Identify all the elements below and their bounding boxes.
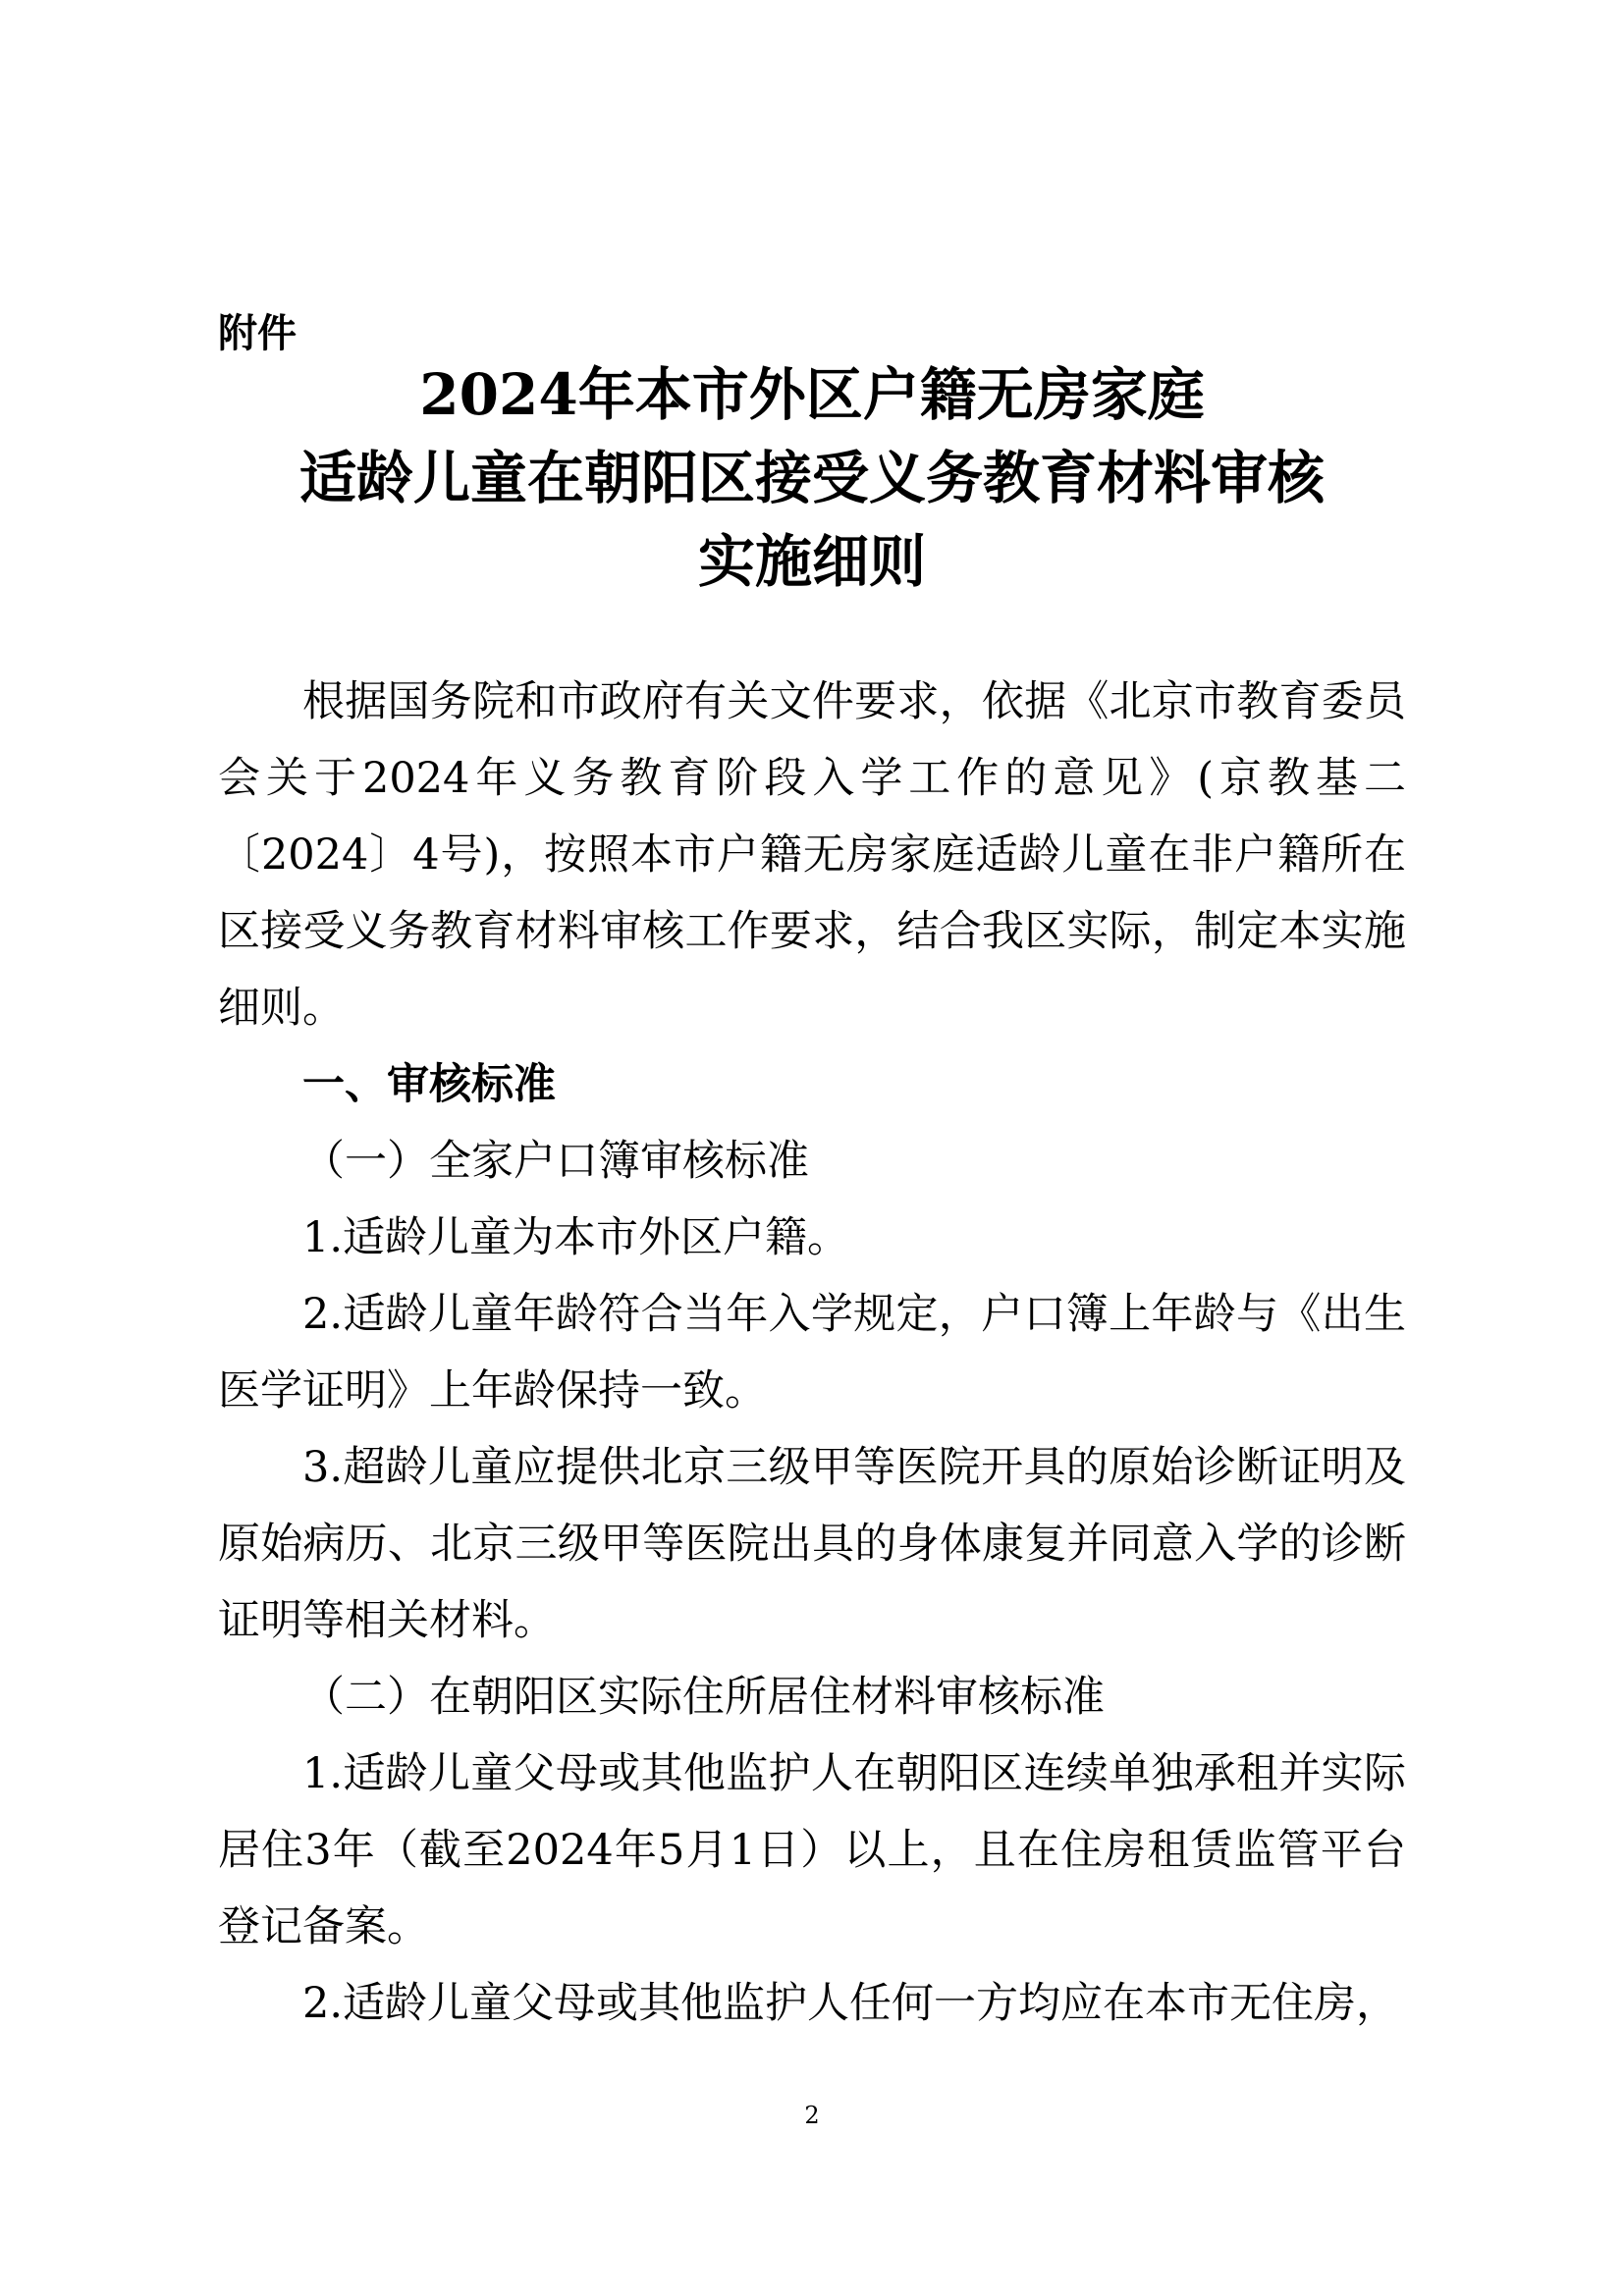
document-body xyxy=(218,664,1406,2042)
document-title-line-3: 实施细则 xyxy=(697,528,926,595)
section-heading-review-standards: 一、审核标准 xyxy=(302,1060,556,1109)
subsection-heading-residence-materials: （二）在朝阳区实际住所居住材料审核标准 xyxy=(302,1673,1105,1722)
attachment-label: 附件 xyxy=(218,311,297,356)
document-title-line-2: 适龄儿童在朝阳区接受义务教育材料审核 xyxy=(298,445,1325,511)
list-item-2-2: 2.适龄儿童父母或其他监护人任何一方均应在本市无住房， xyxy=(302,1979,1399,2028)
page-number: 2 xyxy=(804,2102,820,2129)
document-title-line-1: 2024年本市外区户籍无房家庭 xyxy=(419,361,1205,428)
list-item-2-1: 1.适龄儿童父母或其他监护人在朝阳区连续单独承租并实际居住3年（截至2024年5月1日）以上，且在住房租赁监管平台登记备案。 xyxy=(218,1749,1406,1951)
intro-paragraph: 根据国务院和市政府有关文件要求，依据《北京市教育委员会关于2024年义务教育阶段入学工作的意见》(京教基二〔2024〕4号)，按照本市户籍无房家庭适龄儿童在非户籍所在区接受义务教育材料审核工作要求，结合我区实际，制定本实施细则。 xyxy=(218,677,1406,1033)
list-item-1-2: 2.适龄儿童年龄符合当年入学规定，户口簿上年龄与《出生医学证明》上年龄保持一致。 xyxy=(218,1290,1406,1415)
subsection-heading-household-register: （一）全家户口簿审核标准 xyxy=(302,1137,809,1186)
list-item-1-1: 1.适龄儿童为本市外区户籍。 xyxy=(302,1213,850,1262)
list-item-1-3: 3.超龄儿童应提供北京三级甲等医院开具的原始诊断证明及原始病历、北京三级甲等医院出具的身体康复并同意入学的诊断证明等相关材料。 xyxy=(218,1443,1406,1645)
